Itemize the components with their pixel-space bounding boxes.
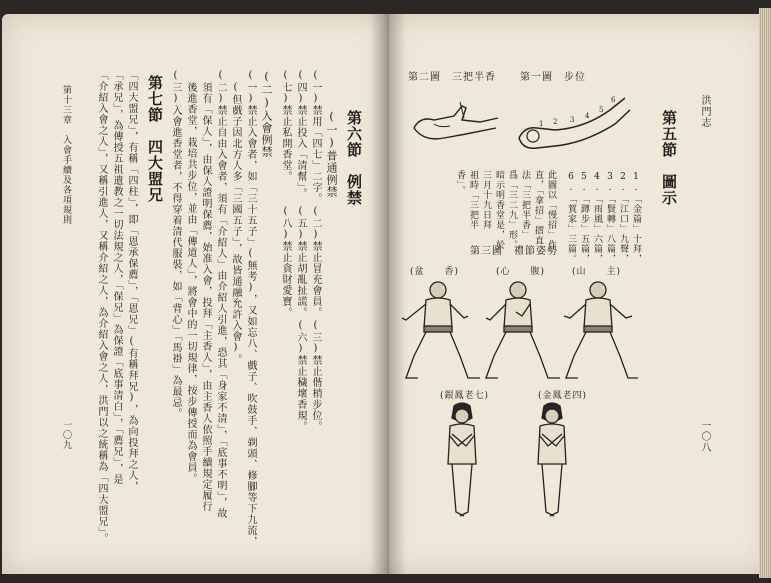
section5-title: 第五節 圖示 <box>660 110 678 206</box>
page-edges <box>759 8 771 578</box>
fig4-label-jinfeng: (金鳳老四) <box>538 391 588 401</box>
fig2-hand-diagram <box>410 98 500 148</box>
rule-4: (四)禁止投入「清幫」。 <box>295 70 306 199</box>
rule-3: (三)禁止偕梢步位。 <box>310 320 321 432</box>
svg-text:4: 4 <box>585 112 590 120</box>
fig1-explain-5: 暗示明香堂是，於 <box>494 170 504 250</box>
s7-line2: 「承兄」，為傳授五祖遺教之一切法規之人，「保兄」為保證「底事清白」，「薦兄」，是 <box>111 70 122 485</box>
fig1-note-5: 5.「蹲步」五篇， <box>579 172 589 264</box>
fig1-explain-2: 直，「拿招」摺直。 <box>533 170 543 256</box>
svg-text:6: 6 <box>611 96 616 104</box>
fig1-note-1: 1.「金篇」十拜， <box>631 172 641 264</box>
fig1-explain-1: 此圖以「慢招」作 <box>546 170 556 250</box>
para-b1: (二)禁止自由入會者，須有「介紹人」由介紹人引進，恐其「身家不清」，「底事不明」，故 <box>215 70 226 519</box>
svg-text:5: 5 <box>599 106 604 114</box>
fig3-stance-figures <box>398 278 638 384</box>
fig4-female-figures <box>432 402 592 522</box>
fig3-label-xiangpen: (盆 香) <box>410 267 460 277</box>
fig1-explain-8: 香」。 <box>455 170 465 196</box>
fig3-label-xinfu: (心 腹) <box>496 267 546 277</box>
left-page-number: 一〇九 <box>61 420 71 450</box>
fig1-explain-3: 法「三把半香」 <box>520 170 530 240</box>
fig1-explain-4: 爲「三二九」形。 <box>507 170 517 250</box>
rule-8: (八)禁止貪財愛寶。 <box>280 206 291 318</box>
fig1-step-diagram <box>515 88 635 158</box>
right-running-head: 洪門志 <box>699 95 710 128</box>
fig1-note-4: 4.「雨風」六篇， <box>592 172 602 264</box>
fig1-explain-7: 祖時「三把半 <box>468 170 478 230</box>
right-page-number: 一〇八 <box>699 420 710 453</box>
fig1-note-2: 2.「江口」九聲， <box>618 172 628 264</box>
rule-7: (七)禁止私開香堂。 <box>280 70 291 182</box>
rule-5: (五)禁止胡亂扯謊。 <box>295 206 306 318</box>
para-a2: (但戲子因北方人多「三國五子」，故皆通融允許入會)。 <box>230 82 241 365</box>
rule-6: (六)禁止穢壞香規。 <box>295 320 306 432</box>
para-c1: (三)入會進香堂者，不得穿着清代服裝，如「背心」「馬褂」為最忌。 <box>170 70 181 419</box>
para-b3: 後進香堂，栽培共步位，並由「傳道人」，將會中的一切規律，按步傳授而為會員。 <box>185 82 196 484</box>
section6-sub2: (二)入會例禁 <box>260 70 273 158</box>
para-b2: 須有「保人」，由保人證明保薦，始准入會，投拜「主香人」，由主香人依照手續規定履行 <box>200 82 211 512</box>
fig1-note-6: 6.「賀家」三篇。 <box>566 172 576 264</box>
left-running-head: 第十三章 入會手續及各項規則 <box>61 85 71 225</box>
rule-1: (一)禁用「四七」二字。 <box>310 70 321 204</box>
fig2-caption: 第二圖 三把半香 <box>408 72 496 83</box>
svg-text:1: 1 <box>539 120 544 128</box>
s7-line3: 「介紹入會之人」，又稱引進人，又稱介紹之人，為介紹入會之人，洪門以之統稱為「四大盟兄」。 <box>96 70 107 544</box>
fig3-label-shanzhu: (山 主) <box>572 267 622 277</box>
section7-title: 第七節 四大盟兄 <box>146 75 164 203</box>
svg-text:3: 3 <box>570 116 575 124</box>
svg-text:2: 2 <box>553 118 558 126</box>
section6-title: 第六節 例禁 <box>345 110 363 206</box>
fig3-caption: 第三圖 禮節姿勢 <box>470 246 558 257</box>
rule-2: (二)禁止冒充會員。 <box>310 206 321 318</box>
section6-sub1: (一)普通例禁 <box>325 110 338 198</box>
fig1-note-3: 3.「賢轉」八篇， <box>605 172 615 264</box>
para-a1: (一)禁止入會者，如「三十五子」(無考)，又如忘八、戲子、吹鼓手、剃頭、修腳等下九流， <box>245 70 256 547</box>
fig1-caption: 第一圖 步位 <box>520 72 586 83</box>
s7-line1: 「四大盟兄」，有稱「四柱」，即「恩承保薦」，「恩兄」(有稱拜兄)，為向投拜之人， <box>126 70 137 492</box>
fig1-explain-6: 三月十九日拜 <box>481 170 491 230</box>
fig4-label-yinfeng: (銀鳳老七) <box>440 391 490 401</box>
